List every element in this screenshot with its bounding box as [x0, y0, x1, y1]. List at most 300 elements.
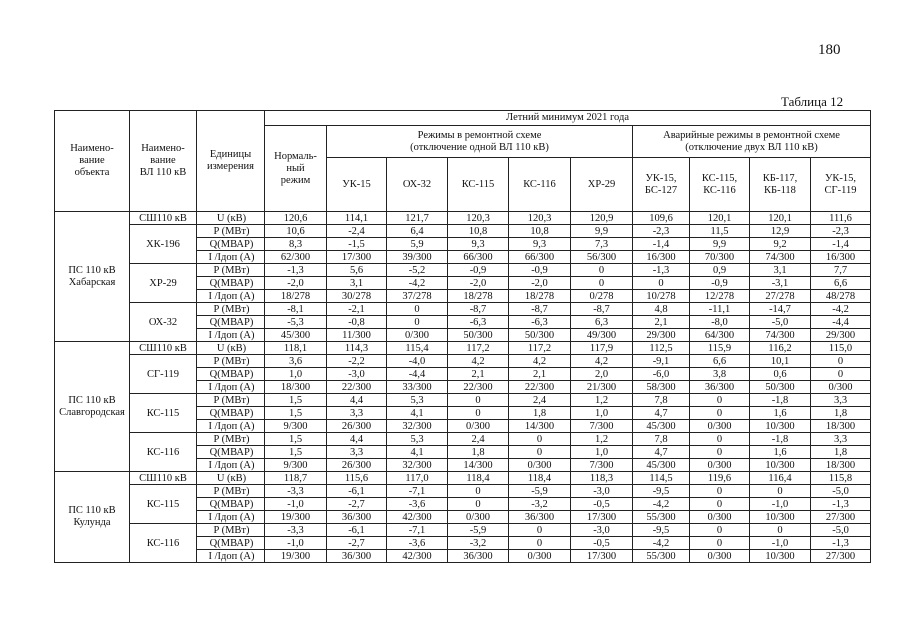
value-cell: -5,0 [811, 485, 871, 498]
value-cell: -3,6 [387, 498, 448, 511]
unit-cell: Q(МВАР) [197, 407, 265, 420]
value-cell: 12/278 [690, 290, 750, 303]
value-cell: 3,3 [327, 446, 387, 459]
value-cell: 119,6 [690, 472, 750, 485]
value-cell: 0 [633, 277, 690, 290]
value-cell: 45/300 [633, 459, 690, 472]
unit-cell: P (МВт) [197, 264, 265, 277]
value-cell: 1,5 [265, 446, 327, 459]
value-cell: -1,0 [750, 498, 811, 511]
object-name-cell: ПС 110 кВ Славгородская [55, 342, 130, 472]
value-cell: 0/300 [509, 550, 571, 563]
value-cell: 117,2 [509, 342, 571, 355]
value-cell: 0 [509, 446, 571, 459]
value-cell: 48/278 [811, 290, 871, 303]
unit-cell: I /Iдоп (А) [197, 251, 265, 264]
value-cell: 17/300 [571, 511, 633, 524]
value-cell: 32/300 [387, 459, 448, 472]
unit-cell: P (МВт) [197, 303, 265, 316]
value-cell: 62/300 [265, 251, 327, 264]
value-cell: 50/300 [448, 329, 509, 342]
value-cell: 18/278 [509, 290, 571, 303]
value-cell: -11,1 [690, 303, 750, 316]
value-cell: 18/300 [265, 381, 327, 394]
value-cell: 55/300 [633, 511, 690, 524]
value-cell: 36/300 [327, 550, 387, 563]
value-cell: 74/300 [750, 329, 811, 342]
value-cell: 18/278 [448, 290, 509, 303]
value-cell: -0,8 [327, 316, 387, 329]
value-cell: 2,1 [633, 316, 690, 329]
table-row [55, 264, 871, 277]
value-cell: 115,9 [690, 342, 750, 355]
value-cell: 3,1 [327, 277, 387, 290]
value-cell: 49/300 [571, 329, 633, 342]
value-cell: 1,6 [750, 446, 811, 459]
table-row [55, 433, 871, 446]
value-cell: -2,0 [265, 277, 327, 290]
object-name-cell: ПС 110 кВ Кулунда [55, 472, 130, 563]
value-cell: -5,0 [750, 316, 811, 329]
value-cell: 114,3 [327, 342, 387, 355]
value-cell: -2,0 [509, 277, 571, 290]
value-cell: 9/300 [265, 459, 327, 472]
value-cell: -1,0 [265, 498, 327, 511]
value-cell: -1,8 [750, 394, 811, 407]
value-cell: 27/300 [811, 550, 871, 563]
value-cell: 0 [448, 485, 509, 498]
header-emergency-col: УК-15, БС-127 [633, 158, 690, 212]
value-cell: -6,1 [327, 524, 387, 537]
value-cell: 115,8 [811, 472, 871, 485]
value-cell: -0,5 [571, 498, 633, 511]
unit-cell: I /Iдоп (А) [197, 329, 265, 342]
value-cell: -1,0 [750, 537, 811, 550]
unit-cell: U (кВ) [197, 472, 265, 485]
value-cell: -3,3 [265, 524, 327, 537]
value-cell: 32/300 [387, 420, 448, 433]
header-emergency-col: УК-15, СГ-119 [811, 158, 871, 212]
value-cell: 66/300 [509, 251, 571, 264]
value-cell: -9,5 [633, 485, 690, 498]
unit-cell: P (МВт) [197, 433, 265, 446]
value-cell: 0/300 [448, 511, 509, 524]
value-cell: 36/300 [690, 381, 750, 394]
mode-parameters-table [54, 110, 871, 563]
value-cell: 10/300 [750, 459, 811, 472]
unit-cell: Q(МВАР) [197, 368, 265, 381]
value-cell: 27/300 [811, 511, 871, 524]
value-cell: 2,4 [448, 433, 509, 446]
value-cell: -0,5 [571, 537, 633, 550]
value-cell: -4,2 [633, 537, 690, 550]
page-number: 180 [818, 42, 841, 58]
value-cell: 4,1 [387, 407, 448, 420]
value-cell: 7/300 [571, 459, 633, 472]
value-cell: 4,2 [509, 355, 571, 368]
value-cell: 0 [448, 407, 509, 420]
value-cell: 26/300 [327, 420, 387, 433]
value-cell: 112,5 [633, 342, 690, 355]
header-repair-col: КС-116 [509, 158, 571, 212]
unit-cell: P (МВт) [197, 225, 265, 238]
value-cell: 1,8 [811, 446, 871, 459]
value-cell: -7,1 [387, 524, 448, 537]
value-cell: -5,9 [448, 524, 509, 537]
value-cell: 0/278 [571, 290, 633, 303]
value-cell: -1,4 [811, 238, 871, 251]
value-cell: 39/300 [387, 251, 448, 264]
value-cell: 114,5 [633, 472, 690, 485]
value-cell: 111,6 [811, 212, 871, 225]
value-cell: -2,7 [327, 498, 387, 511]
value-cell: 116,2 [750, 342, 811, 355]
object-name-cell: ПС 110 кВ Хабарская [55, 212, 130, 342]
unit-cell: P (МВт) [197, 485, 265, 498]
value-cell: 74/300 [750, 251, 811, 264]
value-cell: 1,0 [265, 368, 327, 381]
value-cell: 21/300 [571, 381, 633, 394]
value-cell: 1,0 [571, 446, 633, 459]
value-cell: 58/300 [633, 381, 690, 394]
value-cell: 120,3 [448, 212, 509, 225]
value-cell: 0 [690, 524, 750, 537]
value-cell: -3,1 [750, 277, 811, 290]
value-cell: -6,0 [633, 368, 690, 381]
value-cell: 4,2 [571, 355, 633, 368]
value-cell: 120,6 [265, 212, 327, 225]
value-cell: -3,0 [327, 368, 387, 381]
value-cell: 66/300 [448, 251, 509, 264]
value-cell: 7,3 [571, 238, 633, 251]
value-cell: 22/300 [327, 381, 387, 394]
value-cell: -5,2 [387, 264, 448, 277]
value-cell: 27/278 [750, 290, 811, 303]
value-cell: 6,6 [811, 277, 871, 290]
value-cell: 121,7 [387, 212, 448, 225]
value-cell: 17/300 [327, 251, 387, 264]
value-cell: -8,0 [690, 316, 750, 329]
value-cell: 0/300 [690, 550, 750, 563]
value-cell: 0 [571, 264, 633, 277]
value-cell: 45/300 [265, 329, 327, 342]
value-cell: 4,7 [633, 407, 690, 420]
value-cell: -3,3 [265, 485, 327, 498]
table-row [55, 225, 871, 238]
value-cell: 1,5 [265, 433, 327, 446]
value-cell: -1,3 [811, 498, 871, 511]
table-row [55, 394, 871, 407]
value-cell: 115,4 [387, 342, 448, 355]
value-cell: -3,0 [571, 524, 633, 537]
value-cell: 118,4 [509, 472, 571, 485]
unit-cell: I /Iдоп (А) [197, 420, 265, 433]
value-cell: 9,9 [690, 238, 750, 251]
value-cell: 11/300 [327, 329, 387, 342]
value-cell: 2,1 [509, 368, 571, 381]
header-repair-col: ОХ-32 [387, 158, 448, 212]
value-cell: 0/300 [448, 420, 509, 433]
value-cell: -5,0 [811, 524, 871, 537]
value-cell: -6,3 [448, 316, 509, 329]
header-repair-col: КС-115 [448, 158, 509, 212]
value-cell: -1,4 [633, 238, 690, 251]
value-cell: 2,4 [509, 394, 571, 407]
value-cell: 4,4 [327, 394, 387, 407]
value-cell: -14,7 [750, 303, 811, 316]
value-cell: 120,1 [690, 212, 750, 225]
header-emergency-modes [633, 126, 871, 158]
value-cell: 19/300 [265, 550, 327, 563]
value-cell: 22/300 [509, 381, 571, 394]
value-cell: 120,9 [571, 212, 633, 225]
header-summer-minimum: Летний минимум 2021 года [265, 111, 871, 126]
value-cell: 0 [448, 394, 509, 407]
value-cell: 11,5 [690, 225, 750, 238]
header-line [130, 111, 197, 212]
value-cell: 55/300 [633, 550, 690, 563]
value-cell: 9,3 [509, 238, 571, 251]
value-cell: 0/300 [509, 459, 571, 472]
unit-cell: I /Iдоп (А) [197, 550, 265, 563]
value-cell: -4,4 [811, 316, 871, 329]
value-cell: 14/300 [509, 420, 571, 433]
value-cell: 0/300 [690, 511, 750, 524]
value-cell: -2,4 [327, 225, 387, 238]
value-cell: 19/300 [265, 511, 327, 524]
line-name-cell: ХК-196 [130, 225, 197, 264]
value-cell: 0 [750, 485, 811, 498]
value-cell: 42/300 [387, 511, 448, 524]
value-cell: 0 [387, 316, 448, 329]
line-name-cell: СШ110 кВ [130, 472, 197, 485]
value-cell: 4,8 [633, 303, 690, 316]
value-cell: 64/300 [690, 329, 750, 342]
value-cell: 18/300 [811, 420, 871, 433]
value-cell: 17/300 [571, 550, 633, 563]
value-cell: 42/300 [387, 550, 448, 563]
table-row [55, 485, 871, 498]
value-cell: 22/300 [448, 381, 509, 394]
value-cell: 0 [387, 303, 448, 316]
value-cell: 5,3 [387, 433, 448, 446]
value-cell: 117,2 [448, 342, 509, 355]
value-cell: 9,2 [750, 238, 811, 251]
value-cell: -5,9 [509, 485, 571, 498]
value-cell: -0,9 [448, 264, 509, 277]
value-cell: 0,6 [750, 368, 811, 381]
value-cell: 0 [690, 485, 750, 498]
header-emergency-col: КС-115, КС-116 [690, 158, 750, 212]
value-cell: 118,3 [571, 472, 633, 485]
value-cell: 117,9 [571, 342, 633, 355]
value-cell: 1,5 [265, 394, 327, 407]
value-cell: 0 [571, 277, 633, 290]
header-repair-modes-text: Режимы в ремонтной схеме (отключение одной ВЛ 110 кВ) [410, 129, 549, 153]
value-cell: 6,3 [571, 316, 633, 329]
value-cell: -8,1 [265, 303, 327, 316]
value-cell: 3,3 [811, 433, 871, 446]
value-cell: 33/300 [387, 381, 448, 394]
value-cell: 6,4 [387, 225, 448, 238]
header-normal-mode-text: Нормаль- ный режим [274, 150, 317, 186]
value-cell: -8,7 [509, 303, 571, 316]
value-cell: 109,6 [633, 212, 690, 225]
value-cell: 0 [448, 498, 509, 511]
value-cell: -4,0 [387, 355, 448, 368]
value-cell: 10,8 [509, 225, 571, 238]
unit-cell: Q(МВАР) [197, 316, 265, 329]
value-cell: 2,1 [448, 368, 509, 381]
unit-cell: Q(МВАР) [197, 277, 265, 290]
header-line-text: Наимено- вание ВЛ 110 кВ [139, 143, 187, 178]
unit-cell: Q(МВАР) [197, 238, 265, 251]
value-cell: 10/300 [750, 511, 811, 524]
header-emergency-col: КБ-117, КБ-118 [750, 158, 811, 212]
unit-cell: Q(МВАР) [197, 498, 265, 511]
value-cell: 6,6 [690, 355, 750, 368]
value-cell: 0,9 [690, 264, 750, 277]
value-cell: 18/300 [811, 459, 871, 472]
value-cell: 0 [509, 537, 571, 550]
value-cell: -3,2 [509, 498, 571, 511]
table-row [55, 472, 871, 485]
value-cell: -6,3 [509, 316, 571, 329]
value-cell: 0/300 [690, 459, 750, 472]
value-cell: -0,9 [690, 277, 750, 290]
value-cell: 3,1 [750, 264, 811, 277]
unit-cell: P (МВт) [197, 394, 265, 407]
value-cell: 118,7 [265, 472, 327, 485]
value-cell: 26/300 [327, 459, 387, 472]
value-cell: 10,6 [265, 225, 327, 238]
unit-cell: I /Iдоп (А) [197, 511, 265, 524]
value-cell: 10/300 [750, 420, 811, 433]
value-cell: 4,7 [633, 446, 690, 459]
value-cell: 29/300 [811, 329, 871, 342]
header-normal-mode [265, 126, 327, 212]
value-cell: 0 [750, 524, 811, 537]
value-cell: -6,1 [327, 485, 387, 498]
value-cell: -1,3 [265, 264, 327, 277]
value-cell: -1,3 [811, 537, 871, 550]
value-cell: -1,0 [265, 537, 327, 550]
value-cell: 37/278 [387, 290, 448, 303]
line-name-cell: ОХ-32 [130, 303, 197, 342]
value-cell: -4,2 [387, 277, 448, 290]
value-cell: 7,8 [633, 394, 690, 407]
table-row [55, 342, 871, 355]
value-cell: 0 [690, 407, 750, 420]
value-cell: 16/300 [811, 251, 871, 264]
value-cell: 1,2 [571, 433, 633, 446]
unit-cell: I /Iдоп (А) [197, 459, 265, 472]
value-cell: 4,2 [448, 355, 509, 368]
value-cell: 0 [690, 394, 750, 407]
unit-cell: P (МВт) [197, 355, 265, 368]
line-name-cell: ХР-29 [130, 264, 197, 303]
value-cell: -8,7 [571, 303, 633, 316]
value-cell: 120,3 [509, 212, 571, 225]
value-cell: 0 [811, 355, 871, 368]
value-cell: 36/300 [327, 511, 387, 524]
line-name-cell: КС-116 [130, 433, 197, 472]
value-cell: 118,1 [265, 342, 327, 355]
value-cell: 0 [509, 524, 571, 537]
value-cell: 8,3 [265, 238, 327, 251]
unit-cell: I /Iдоп (А) [197, 290, 265, 303]
unit-cell: U (кВ) [197, 342, 265, 355]
value-cell: 1,5 [265, 407, 327, 420]
line-name-cell: СШ110 кВ [130, 212, 197, 225]
value-cell: 50/300 [750, 381, 811, 394]
table-caption: Таблица 12 [781, 94, 844, 109]
value-cell: 10/300 [750, 550, 811, 563]
value-cell: 0 [811, 368, 871, 381]
value-cell: -8,7 [448, 303, 509, 316]
value-cell: -2,0 [448, 277, 509, 290]
value-cell: 70/300 [690, 251, 750, 264]
unit-cell: I /Iдоп (А) [197, 381, 265, 394]
value-cell: 29/300 [633, 329, 690, 342]
unit-cell: Q(МВАР) [197, 537, 265, 550]
value-cell: 0/300 [387, 329, 448, 342]
value-cell: 3,8 [690, 368, 750, 381]
value-cell: -2,2 [327, 355, 387, 368]
value-cell: 7,7 [811, 264, 871, 277]
value-cell: 30/278 [327, 290, 387, 303]
value-cell: 9/300 [265, 420, 327, 433]
header-object [55, 111, 130, 212]
value-cell: 114,1 [327, 212, 387, 225]
value-cell: 0 [690, 498, 750, 511]
value-cell: -2,7 [327, 537, 387, 550]
value-cell: 1,0 [571, 407, 633, 420]
value-cell: 10,1 [750, 355, 811, 368]
value-cell: 0 [509, 433, 571, 446]
unit-cell: U (кВ) [197, 212, 265, 225]
value-cell: 1,6 [750, 407, 811, 420]
value-cell: -1,5 [327, 238, 387, 251]
line-name-cell: СШ110 кВ [130, 342, 197, 355]
value-cell: -3,6 [387, 537, 448, 550]
value-cell: 4,4 [327, 433, 387, 446]
header-units [197, 111, 265, 212]
value-cell: 45/300 [633, 420, 690, 433]
line-name-cell: СГ-119 [130, 355, 197, 394]
value-cell: -2,1 [327, 303, 387, 316]
value-cell: 50/300 [509, 329, 571, 342]
value-cell: 120,1 [750, 212, 811, 225]
table-row [55, 524, 871, 537]
value-cell: 117,0 [387, 472, 448, 485]
value-cell: 115,6 [327, 472, 387, 485]
value-cell: -2,3 [811, 225, 871, 238]
value-cell: 115,0 [811, 342, 871, 355]
value-cell: 36/300 [448, 550, 509, 563]
value-cell: 116,4 [750, 472, 811, 485]
value-cell: 10,8 [448, 225, 509, 238]
value-cell: -3,2 [448, 537, 509, 550]
value-cell: -1,8 [750, 433, 811, 446]
value-cell: 7,8 [633, 433, 690, 446]
value-cell: 1,2 [571, 394, 633, 407]
value-cell: 0 [690, 446, 750, 459]
value-cell: 0 [690, 433, 750, 446]
value-cell: 3,3 [811, 394, 871, 407]
header-object-text: Наимено- вание объекта [70, 143, 114, 178]
value-cell: -5,3 [265, 316, 327, 329]
